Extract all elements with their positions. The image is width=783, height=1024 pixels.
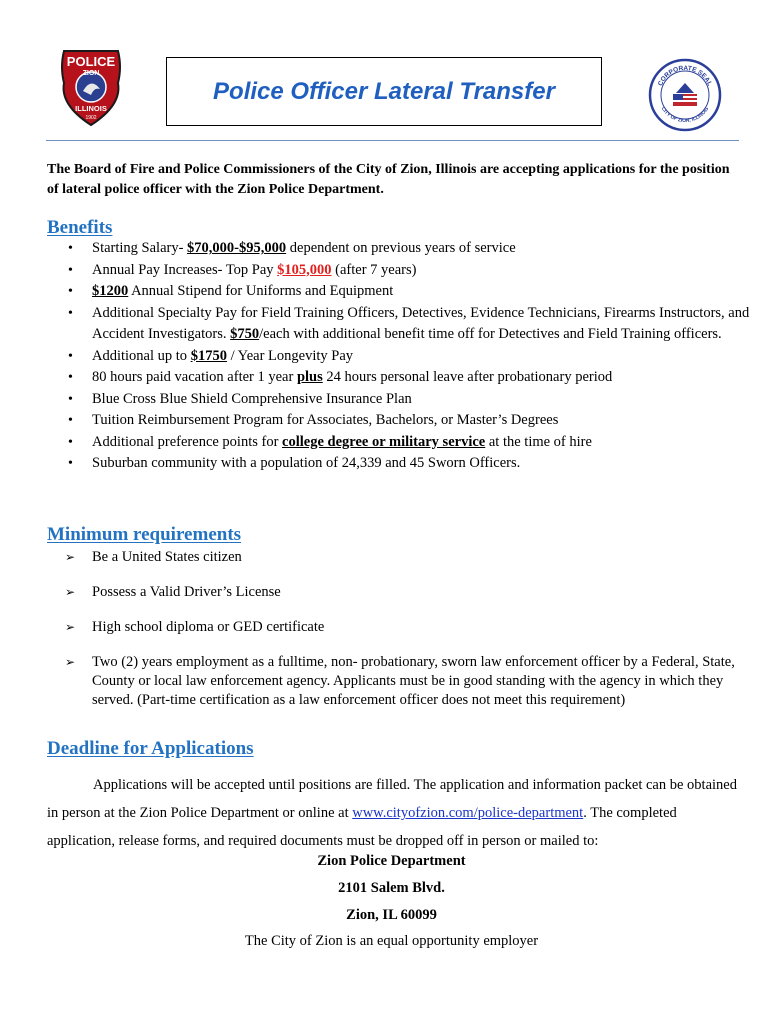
benefit-text: at the time of hire [485,433,592,450]
police-badge-logo [56,47,126,127]
title-box [166,57,602,126]
requirement-item: ➢ Two (2) years employment as a fulltime, non- probationary, sworn law enforcement officer by a Federal, State, County or local law enforcement agency. Applicants must be in good standing with the agency in which they served. (Part-time certification as a law enforcement officer does not meet this requirement) [62,653,752,710]
benefit-text: Additional up to [92,347,191,364]
benefit-item [62,367,752,389]
address-street: 2101 Salem Blvd. [338,880,445,896]
benefit-text: Additional preference points for [92,433,283,450]
badge-state-text: ILLINOIS [75,104,107,113]
badge-city-text: ZION [82,70,100,77]
address-city: Zion, IL 60099 [346,907,437,923]
benefit-item [62,432,752,454]
benefit-item [62,238,752,260]
deadline-text-2: The application and information packet can be obtained in person at the Zion Police Department or online at [47,777,737,821]
benefit-item [62,410,752,432]
benefit-text: Starting Salary- [92,240,188,256]
benefit-text: /each with additional benefit time off for Detectives and Field Training officers. [259,326,722,342]
benefit-highlight: $1750 [190,347,227,364]
seal-bottom-text: CITY OF ZION, ILLINOIS [659,106,711,125]
address-name: Zion Police Department [317,853,466,869]
benefit-text: Blue Cross Blue Shield Comprehensive Insurance Plan [92,390,412,407]
badge-year-text: 1902 [85,115,97,121]
corporate-seal-logo [648,58,722,132]
seal-top-text: CORPORATE SEAL [656,64,714,88]
requirement-item: ➢ High school diploma or GED certificate [62,618,752,637]
benefit-item [62,281,752,303]
benefit-item [62,260,752,282]
benefit-highlight: plus [296,369,323,385]
requirements-heading: Minimum requirements [47,524,242,545]
deadline-paragraph [47,771,737,855]
benefit-text: / Year Longevity Pay [226,347,353,364]
benefit-highlight: $750 [230,326,260,342]
benefits-heading: Benefits [47,217,113,238]
benefit-text: dependent on previous years of service [286,240,516,256]
benefit-text: Suburban community with a population of 24,339 and 45 Sworn Officers. [92,455,521,471]
benefit-text: 80 hours paid vacation after 1 year [92,369,297,385]
benefit-highlight: $105,000 [277,261,332,278]
requirements-list [62,548,752,710]
benefit-item [62,346,752,368]
benefit-highlight: $70,000-$95,000 [187,240,287,256]
benefit-item [62,303,752,346]
benefit-item [62,453,752,475]
requirement-item: ➢ Possess a Valid Driver’s License [62,583,752,602]
benefit-text: Additional Specialty Pay for Field Training Officers, Detectives, Evidence Technicians, Firearms Instructors, and Accident Investigators. [92,304,750,342]
eoe-statement: The City of Zion is an equal opportunity employer [244,933,539,949]
benefit-highlight: college degree or military service [282,433,486,450]
benefit-text: Tuition Reimbursement Program for Associates, Bachelors, or Master’s Degrees [92,412,559,428]
benefit-item [62,389,752,411]
intro-paragraph: The Board of Fire and Police Commissioners of the City of Zion, Illinois are accepting applications for the position of lateral police officer with the Zion Police Department. [47,162,730,197]
page-title: Police Officer Lateral Transfer [213,77,555,105]
benefit-text: Annual Stipend for Uniforms and Equipment [128,283,394,299]
benefits-list [62,238,752,475]
deadline-text-1: Applications will be accepted until positions are filled. [93,777,411,793]
police-department-link[interactable]: www.cityofzion.com/police-department [352,805,584,821]
benefit-text: Annual Pay Increases- Top Pay [92,261,278,278]
deadline-text-3: . The completed application, release forms, and required documents must be dropped off in person or mailed to: [47,805,677,849]
benefit-text: (after 7 years) [331,261,417,278]
badge-top-text: POLICE [66,54,116,69]
deadline-heading: Deadline for Applications [47,738,254,759]
benefit-highlight: $1200 [92,283,129,299]
header-rule [46,140,739,141]
benefit-text: 24 hours personal leave after probationary period [322,369,613,385]
requirement-item: ➢ Be a United States citizen [62,548,752,567]
